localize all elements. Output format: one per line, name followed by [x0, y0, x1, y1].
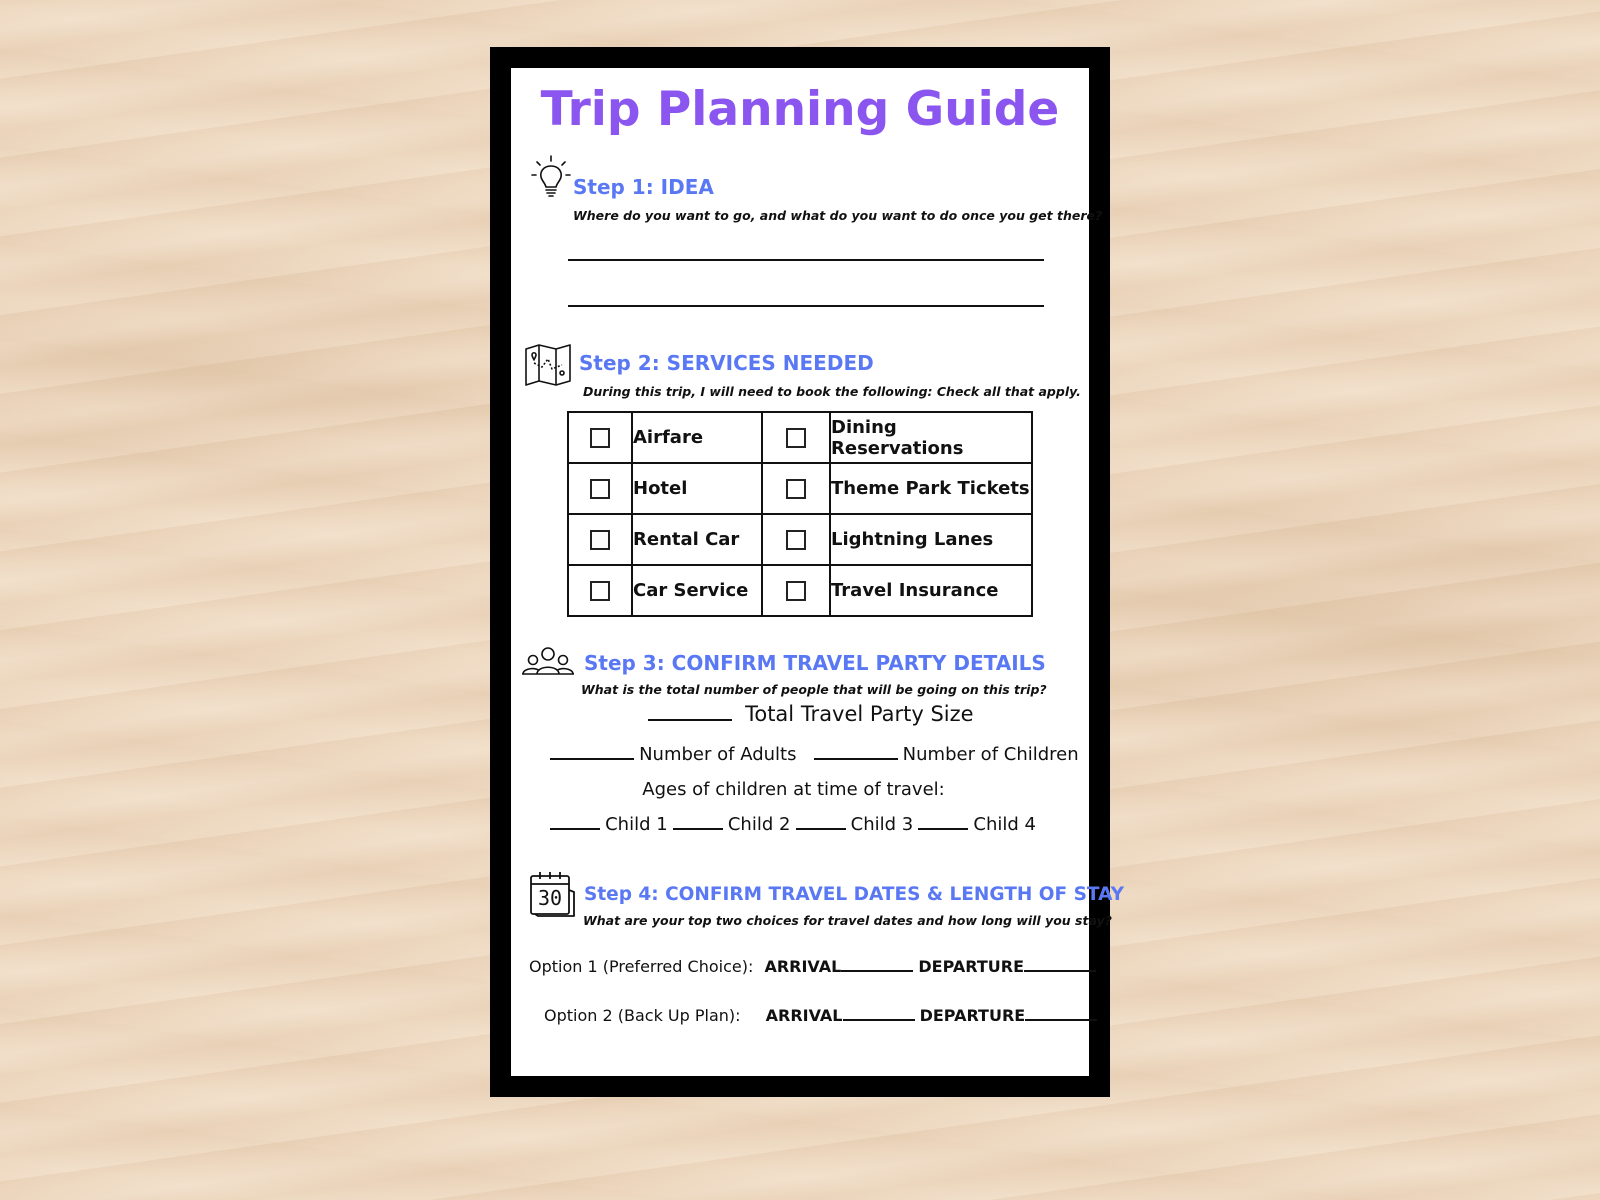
document-page	[511, 68, 1125, 1076]
adults-label: Number of Adults	[639, 744, 797, 765]
step1-question: Where do you want to go, and what do you want to do once you get there?	[573, 208, 1103, 223]
checkbox-airfare[interactable]	[590, 428, 610, 448]
children-blank[interactable]	[814, 740, 898, 760]
option1-arrival-label: ARRIVAL	[764, 957, 842, 976]
child1-label: Child 1	[605, 814, 668, 835]
service-label: Airfare	[632, 412, 762, 463]
step3-title: Step 3: CONFIRM TRAVEL PARTY DETAILS	[584, 651, 1046, 675]
group-icon	[521, 646, 575, 678]
children-label: Number of Children	[902, 744, 1079, 765]
ages-label: Ages of children at time of travel:	[642, 779, 945, 800]
step4-question: What are your top two choices for travel dates and how long will you stay?	[583, 913, 1112, 928]
calendar-icon	[528, 870, 576, 918]
service-label: Car Service	[632, 565, 762, 616]
service-label: Hotel	[632, 463, 762, 514]
child3-label: Child 3	[850, 814, 914, 835]
service-label: Lightning Lanes	[830, 514, 1032, 565]
checkbox-hotel[interactable]	[590, 479, 610, 499]
document-frame	[490, 47, 1125, 1097]
checkbox-lightning-lanes[interactable]	[786, 530, 806, 550]
service-label: Rental Car	[632, 514, 762, 565]
table-row	[568, 514, 1032, 565]
option2-label: Option 2 (Back Up Plan):	[544, 1006, 741, 1025]
total-party-label: Total Travel Party Size	[745, 702, 974, 726]
child2-blank[interactable]	[673, 810, 723, 830]
checkbox-travel-insurance[interactable]	[786, 581, 806, 601]
step1-title: Step 1: IDEA	[573, 175, 714, 199]
table-row	[568, 463, 1032, 514]
step2-title: Step 2: SERVICES NEEDED	[579, 351, 874, 375]
option2-departure-blank[interactable]	[1025, 1003, 1097, 1021]
checkbox-dining-reservations[interactable]	[786, 428, 806, 448]
option2-arrival-label: ARRIVAL	[765, 1006, 843, 1025]
document-title: Trip Planning Guide	[540, 82, 1060, 137]
child2-label: Child 2	[727, 814, 791, 835]
option1-row	[529, 954, 1096, 976]
step2-question: During this trip, I will need to book the following: Check all that apply.	[583, 384, 1081, 399]
child3-blank[interactable]	[796, 810, 846, 830]
option2-row	[544, 1003, 1097, 1025]
option1-departure-blank[interactable]	[1024, 954, 1096, 972]
checkbox-rental-car[interactable]	[590, 530, 610, 550]
service-label: Dining Reservations	[830, 412, 1032, 463]
adults-children-row	[550, 740, 1079, 765]
service-label: Travel Insurance	[830, 565, 1032, 616]
child1-blank[interactable]	[550, 810, 600, 830]
children-ages-row	[550, 810, 1036, 835]
checkbox-car-service[interactable]	[590, 581, 610, 601]
services-table	[567, 411, 1033, 617]
step1-answer-line-1[interactable]	[568, 259, 1044, 261]
table-row	[568, 412, 1032, 463]
option1-label: Option 1 (Preferred Choice):	[529, 957, 754, 976]
option2-departure-label: DEPARTURE	[919, 1006, 1026, 1025]
adults-blank[interactable]	[550, 740, 634, 760]
option1-arrival-blank[interactable]	[841, 954, 913, 972]
total-party-row	[648, 701, 974, 726]
step3-question: What is the total number of people that will be going on this trip?	[581, 682, 1047, 697]
service-label: Theme Park Tickets	[830, 463, 1032, 514]
child4-blank[interactable]	[918, 810, 968, 830]
map-icon	[524, 343, 572, 387]
option1-departure-label: DEPARTURE	[918, 957, 1024, 976]
checkbox-theme-park-tickets[interactable]	[786, 479, 806, 499]
step4-title: Step 4: CONFIRM TRAVEL DATES & LENGTH OF STAY	[584, 884, 1125, 905]
calendar-number: 30	[537, 886, 563, 910]
child4-label: Child 4	[973, 814, 1036, 835]
option2-arrival-blank[interactable]	[843, 1003, 915, 1021]
table-row	[568, 565, 1032, 616]
step1-answer-line-2[interactable]	[568, 305, 1044, 307]
lightbulb-icon	[531, 154, 571, 200]
total-party-blank[interactable]	[648, 701, 732, 721]
